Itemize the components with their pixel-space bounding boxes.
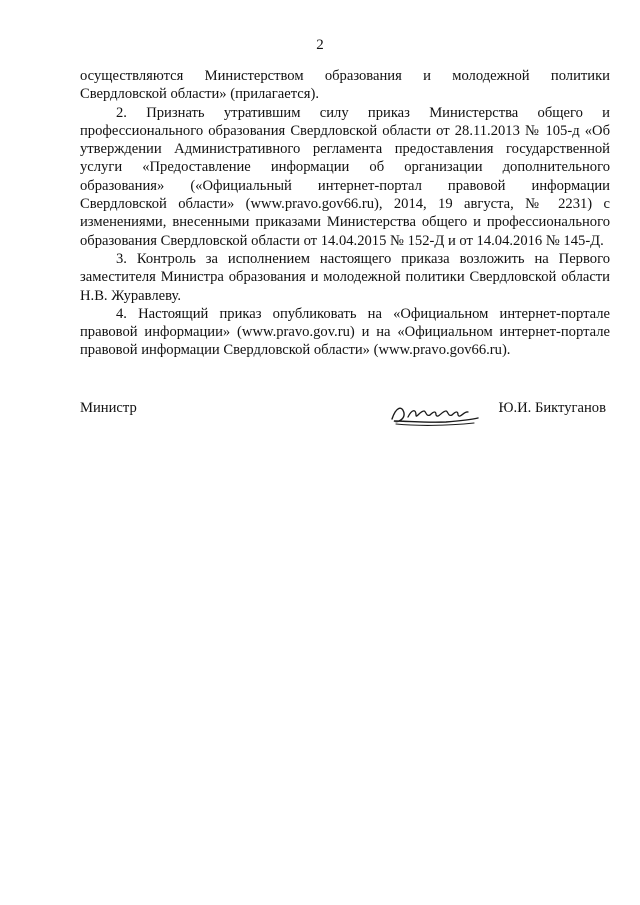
signatory-position: Министр <box>80 400 137 416</box>
document-body <box>80 67 610 360</box>
signature-block <box>80 399 610 439</box>
handwritten-signature <box>386 399 482 427</box>
page-number: 2 <box>316 37 324 53</box>
signatory-name: Ю.И. Биктуганов <box>498 400 606 416</box>
paragraph-item-2: 2. Признать утратившим силу приказ Министерства общего и профессионального образования Свердловской области от 28.11.2013 № 105-д «Об утверждении Административного регламента предоставления государственной услуги «Предоставление информации об организации дополнительного образования» («Официальный интернет-портал правовой информации Свердловской области» (www.pravo.gov66.ru), 2014, 19 августа, № 2231) с изменениями, внесенными приказами Министерства общего и профессионального образования Свердловской области от 14.04.2015 № 152-Д и от 14.04.2016 № 145-Д. <box>80 104 610 249</box>
paragraph-item-3: 3. Контроль за исполнением настоящего приказа возложить на Первого заместителя Министра образования и молодежной политики Свердловской области Н.В. Журавлеву. <box>80 250 610 304</box>
paragraph-item-4: 4. Настоящий приказ опубликовать на «Официальном интернет-портале правовой информации» (www.pravo.gov.ru) и на «Официальном интернет-портале правовой информации Свердловской области» (www.pravo.gov66.ru). <box>80 305 610 359</box>
paragraph-continuation: осуществляются Министерством образования и молодежной политики Свердловской области» (прилагается). <box>80 68 610 103</box>
